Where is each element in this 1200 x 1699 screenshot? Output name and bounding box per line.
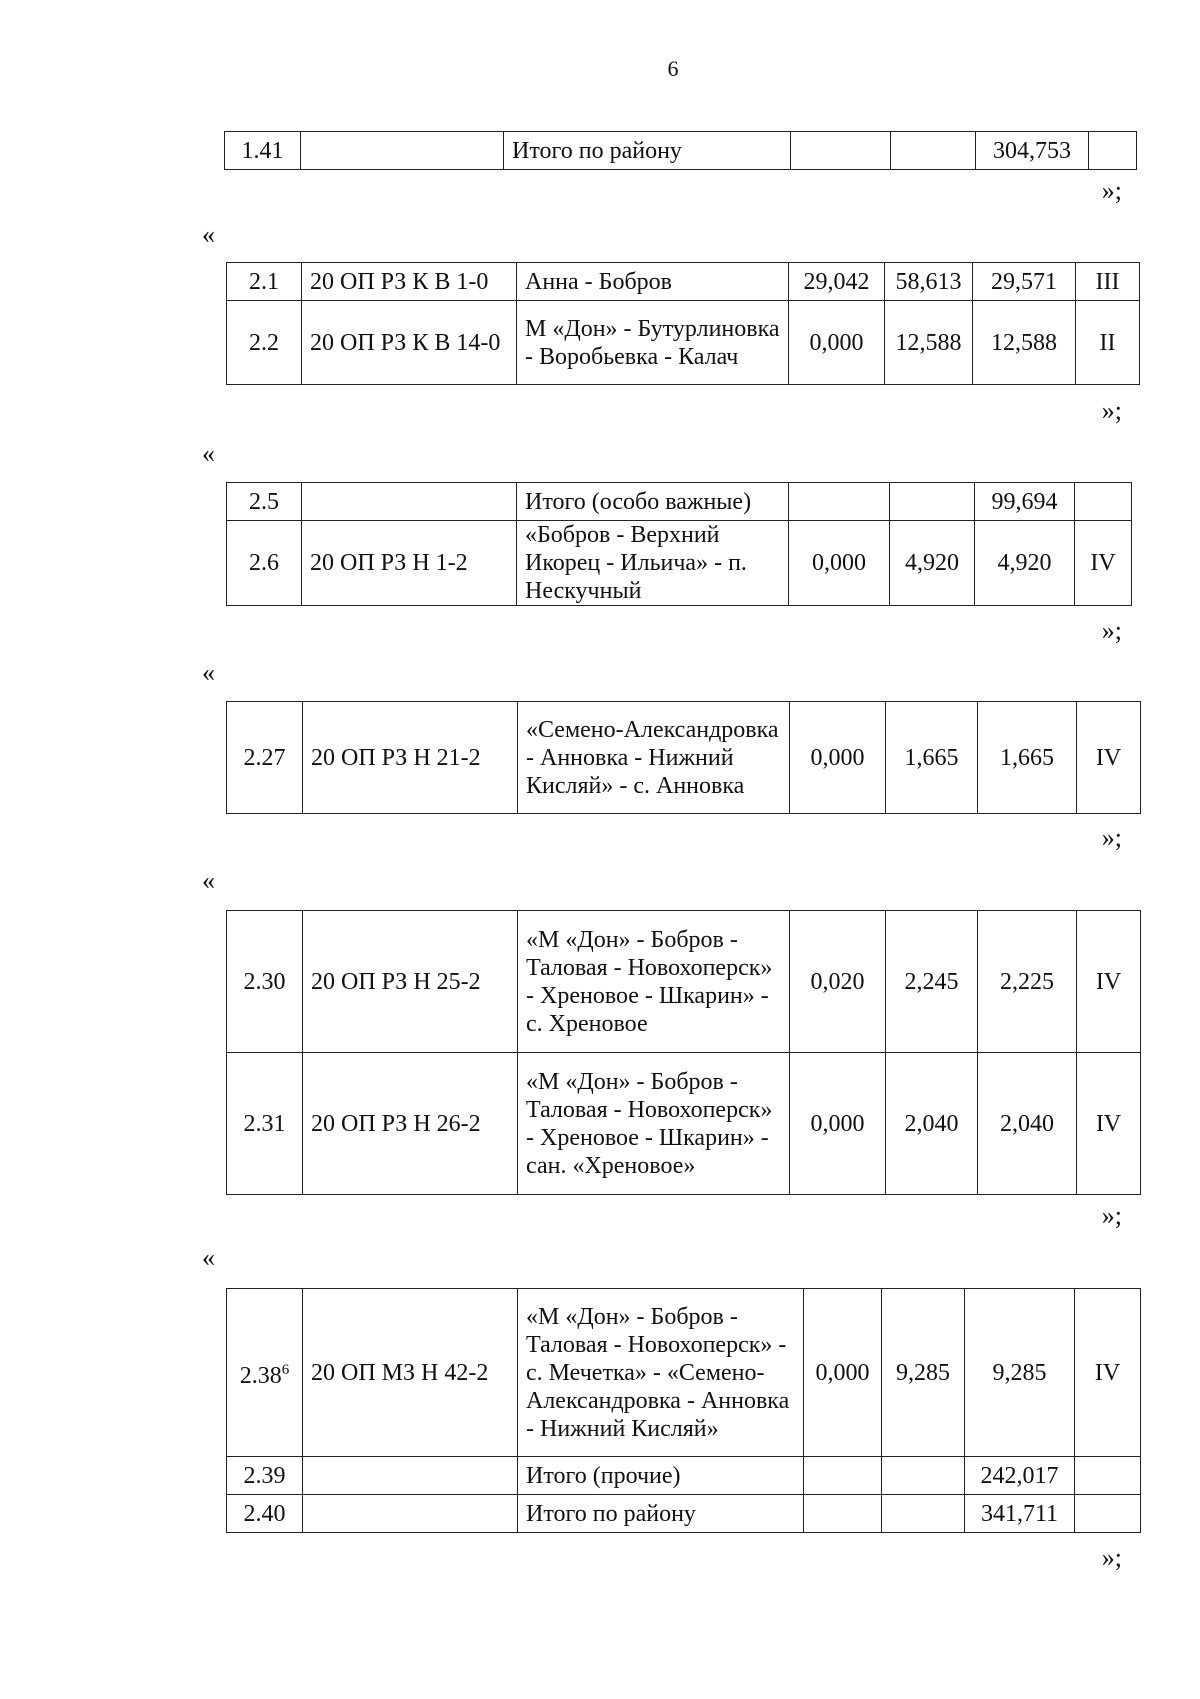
- table-2: [226, 262, 1140, 385]
- km-end: 9,285: [882, 1289, 965, 1457]
- row-number-superscript: 6: [281, 1361, 290, 1378]
- row-number: 2.39: [227, 1457, 303, 1495]
- closing-quote: »;: [1101, 616, 1122, 645]
- km-end: 2,245: [886, 911, 978, 1053]
- km-start: [791, 132, 891, 170]
- road-code: [302, 483, 517, 521]
- row-number: 2.1: [227, 263, 302, 301]
- road-category: III: [1076, 263, 1140, 301]
- table-row: [227, 1289, 1141, 1457]
- km-start: 0,000: [789, 521, 890, 606]
- table-4: [226, 701, 1141, 814]
- road-name: Итого (прочие): [518, 1457, 804, 1495]
- km-end: 1,665: [886, 702, 978, 814]
- opening-quote: «: [202, 1243, 215, 1272]
- row-number: 2.5: [227, 483, 302, 521]
- road-name: «М «Дон» - Бобров - Таловая - Новохоперск» - с. Мечетка» - «Семено-Александровка - Анновка - Нижний Кисляй»: [518, 1289, 804, 1457]
- table-row: [227, 301, 1140, 385]
- table-row: [227, 1457, 1141, 1495]
- table-row: [227, 911, 1141, 1053]
- km-start: [804, 1457, 882, 1495]
- road-category: IV: [1075, 521, 1132, 606]
- km-end: [882, 1495, 965, 1533]
- closing-quote: »;: [1101, 396, 1122, 425]
- road-code: 20 ОП РЗ К В 14-0: [302, 301, 517, 385]
- road-length: 12,588: [973, 301, 1076, 385]
- road-length: 29,571: [973, 263, 1076, 301]
- km-end: 2,040: [886, 1053, 978, 1195]
- row-number: [227, 1289, 303, 1457]
- road-category: [1075, 1457, 1141, 1495]
- road-category: [1089, 132, 1137, 170]
- road-code: 20 ОП МЗ Н 42-2: [303, 1289, 518, 1457]
- page-number: 6: [667, 56, 679, 81]
- closing-quote: »;: [1101, 1201, 1122, 1230]
- road-category: IV: [1075, 1289, 1141, 1457]
- road-length: 99,694: [975, 483, 1075, 521]
- road-code: [303, 1495, 518, 1533]
- row-number: 2.27: [227, 702, 303, 814]
- road-length: 9,285: [965, 1289, 1075, 1457]
- row-number: 2.40: [227, 1495, 303, 1533]
- road-length: 1,665: [978, 702, 1077, 814]
- km-end: 58,613: [885, 263, 973, 301]
- road-category: IV: [1077, 911, 1141, 1053]
- road-name: «М «Дон» - Бобров - Таловая - Новохоперск» - Хреновое - Шкарин» - с. Хреновое: [518, 911, 790, 1053]
- row-number: 2.30: [227, 911, 303, 1053]
- closing-quote: »;: [1101, 823, 1122, 852]
- km-end: [891, 132, 976, 170]
- road-name: М «Дон» - Бутурлиновка - Воробьевка - Калач: [517, 301, 789, 385]
- road-length: 4,920: [975, 521, 1075, 606]
- table-row: [227, 1053, 1141, 1195]
- km-end: 12,588: [885, 301, 973, 385]
- km-start: [789, 483, 890, 521]
- km-end: [890, 483, 975, 521]
- km-end: [882, 1457, 965, 1495]
- road-length: 2,225: [978, 911, 1077, 1053]
- row-number: 2.31: [227, 1053, 303, 1195]
- road-name: «Бобров - Верхний Икорец - Ильича» - п. Нескучный: [517, 521, 789, 606]
- row-number: 1.41: [225, 132, 301, 170]
- road-name: «Семено-Александровка - Анновка - Нижний Кисляй» - с. Анновка: [518, 702, 790, 814]
- road-category: IV: [1077, 1053, 1141, 1195]
- opening-quote: «: [202, 220, 215, 249]
- closing-quote: »;: [1101, 176, 1122, 205]
- table-row: [227, 702, 1141, 814]
- table-row: [227, 1495, 1141, 1533]
- road-category: II: [1076, 301, 1140, 385]
- closing-quote: »;: [1101, 1543, 1122, 1572]
- km-start: 0,000: [790, 1053, 886, 1195]
- row-number: 2.2: [227, 301, 302, 385]
- road-length: 242,017: [965, 1457, 1075, 1495]
- km-start: 0,000: [790, 702, 886, 814]
- road-code: 20 ОП РЗ Н 1-2: [302, 521, 517, 606]
- road-code: [303, 1457, 518, 1495]
- km-start: 0,020: [790, 911, 886, 1053]
- road-name: «М «Дон» - Бобров - Таловая - Новохоперск» - Хреновое - Шкарин» - сан. «Хреновое»: [518, 1053, 790, 1195]
- table-1: [224, 131, 1137, 170]
- road-code: 20 ОП РЗ К В 1-0: [302, 263, 517, 301]
- road-code: [301, 132, 504, 170]
- road-category: IV: [1077, 702, 1141, 814]
- road-code: 20 ОП РЗ Н 21-2: [303, 702, 518, 814]
- km-start: [804, 1495, 882, 1533]
- table-5: [226, 910, 1141, 1195]
- road-name: Итого (особо важные): [517, 483, 789, 521]
- row-number-value: 2.38: [239, 1362, 282, 1389]
- km-end: 4,920: [890, 521, 975, 606]
- road-code: 20 ОП РЗ Н 25-2: [303, 911, 518, 1053]
- table-3: [226, 482, 1132, 606]
- road-length: 304,753: [976, 132, 1089, 170]
- opening-quote: «: [202, 866, 215, 895]
- row-number: 2.6: [227, 521, 302, 606]
- road-length: 341,711: [965, 1495, 1075, 1533]
- road-length: 2,040: [978, 1053, 1077, 1195]
- road-code: 20 ОП РЗ Н 26-2: [303, 1053, 518, 1195]
- km-start: 29,042: [789, 263, 885, 301]
- km-start: 0,000: [804, 1289, 882, 1457]
- table-6: [226, 1288, 1141, 1533]
- table-row: [227, 263, 1140, 301]
- table-row: [227, 521, 1132, 606]
- road-name: Итого по району: [504, 132, 791, 170]
- road-category: [1075, 483, 1132, 521]
- km-start: 0,000: [789, 301, 885, 385]
- table-row: [227, 483, 1132, 521]
- table-row: [225, 132, 1137, 170]
- road-name: Анна - Бобров: [517, 263, 789, 301]
- road-name: Итого по району: [518, 1495, 804, 1533]
- opening-quote: «: [202, 439, 215, 468]
- road-category: [1075, 1495, 1141, 1533]
- opening-quote: «: [202, 658, 215, 687]
